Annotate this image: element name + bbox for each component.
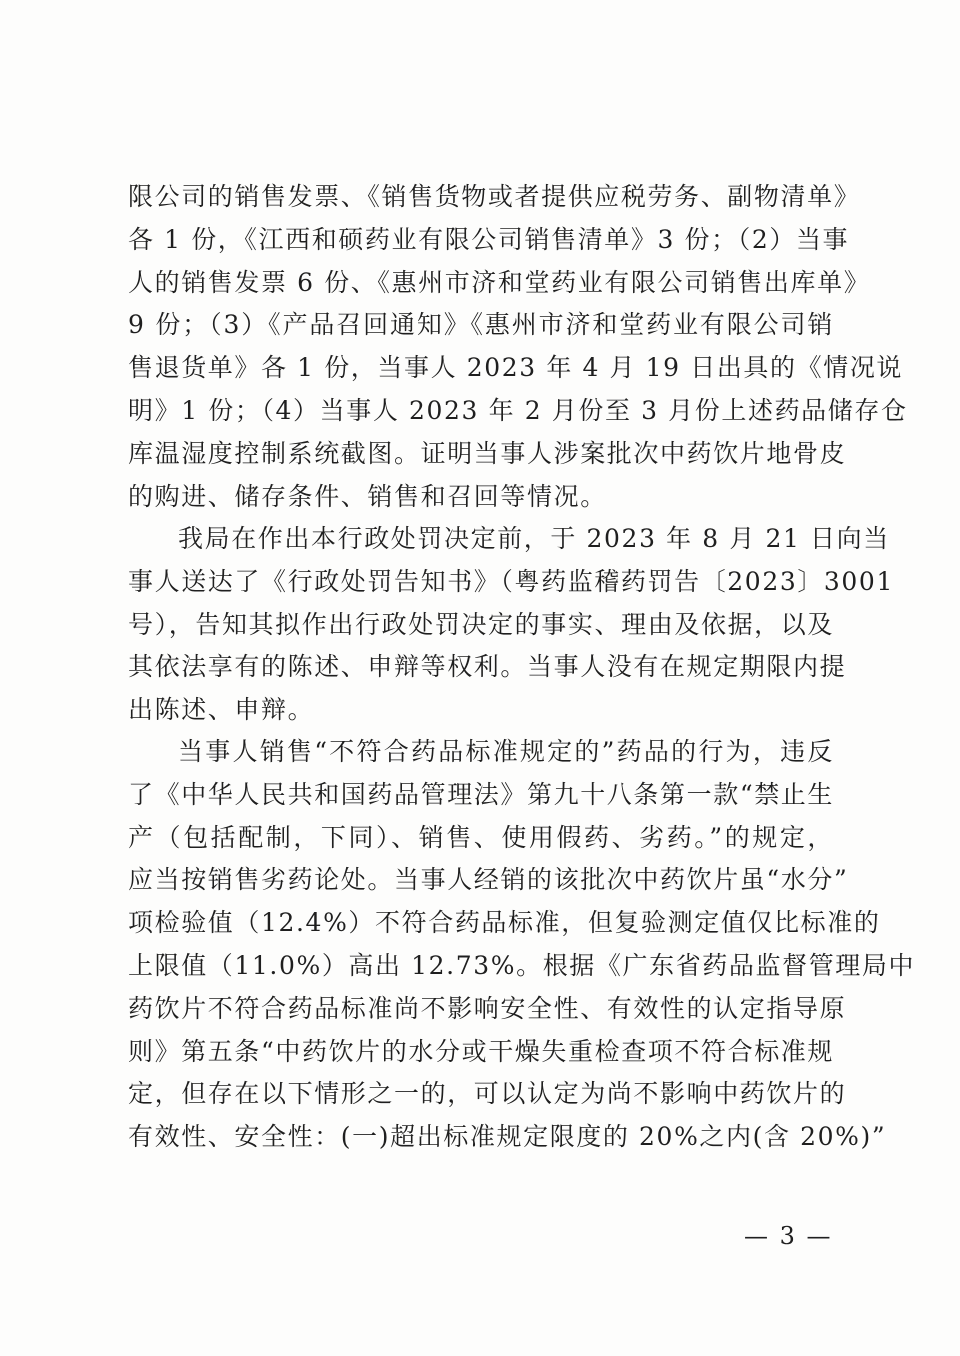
- paragraph-notice-delivery: [128, 518, 894, 732]
- text-line: 当事人销售“不符合药品标准规定的”药品的行为，违反: [178, 737, 834, 766]
- text-line: 我局在作出本行政处罚决定前，于 2023 年 8 月 21 日向当: [178, 524, 890, 553]
- text-line: 项检验值（12.4%）不符合药品标准，但复验测定值仅比标准的: [128, 908, 881, 938]
- paragraph-legal-analysis: [128, 731, 916, 1159]
- text-line: 明》1 份；（4）当事人 2023 年 2 月份至 3 月份上述药品储存仓: [128, 395, 908, 425]
- paragraph-evidence-list: [128, 176, 908, 518]
- text-line: 号），告知其拟作出行政处罚决定的事实、理由及依据，以及: [128, 609, 834, 639]
- text-line: 人的销售发票 6 份、《惠州市济和堂药业有限公司销售出库单》: [128, 267, 871, 297]
- text-line: 的购进、储存条件、销售和召回等情况。: [128, 481, 607, 511]
- text-line: 库温湿度控制系统截图。证明当事人涉案批次中药饮片地骨皮: [128, 438, 847, 468]
- text-line: 产（包括配制，下同）、销售、使用假药、劣药。”的规定，: [128, 822, 834, 852]
- text-line: 有效性、安全性：(一)超出标准规定限度的 20%之内(含 20%)”: [128, 1122, 887, 1152]
- text-line: 售退货单》各 1 份，当事人 2023 年 4 月 19 日出具的《情况说: [128, 353, 904, 383]
- text-line: 事人送达了《行政处罚告知书》（粤药监稽药罚告〔2023〕3001: [128, 566, 894, 596]
- text-line: 9 份；（3）《产品召回通知》《惠州市济和堂药业有限公司销: [128, 310, 834, 340]
- text-line: 各 1 份，《江西和硕药业有限公司销售清单》3 份；（2）当事: [128, 224, 850, 254]
- text-line: 了《中华人民共和国药品管理法》第九十八条第一款“禁止生: [128, 779, 834, 809]
- text-line: 出陈述、申辩。: [128, 695, 315, 725]
- text-line: 则》第五条“中药饮片的水分或干燥失重检查项不符合标准规: [128, 1036, 834, 1066]
- page-number: — 3 —: [744, 1222, 833, 1250]
- text-line: 应当按销售劣药论处。当事人经销的该批次中药饮片虽“水分”: [128, 865, 849, 895]
- text-line: 定，但存在以下情形之一的，可以认定为尚不影响中药饮片的: [128, 1079, 847, 1109]
- text-line: 上限值（11.0%）高出 12.73%。根据《广东省药品监督管理局中: [128, 950, 916, 980]
- text-line: 限公司的销售发票、《销售货物或者提供应税劳务、副物清单》: [128, 182, 861, 211]
- text-line: 其依法享有的陈述、申辩等权利。当事人没有在规定期限内提: [128, 652, 847, 682]
- text-line: 药饮片不符合药品标准尚不影响安全性、有效性的认定指导原: [128, 993, 847, 1023]
